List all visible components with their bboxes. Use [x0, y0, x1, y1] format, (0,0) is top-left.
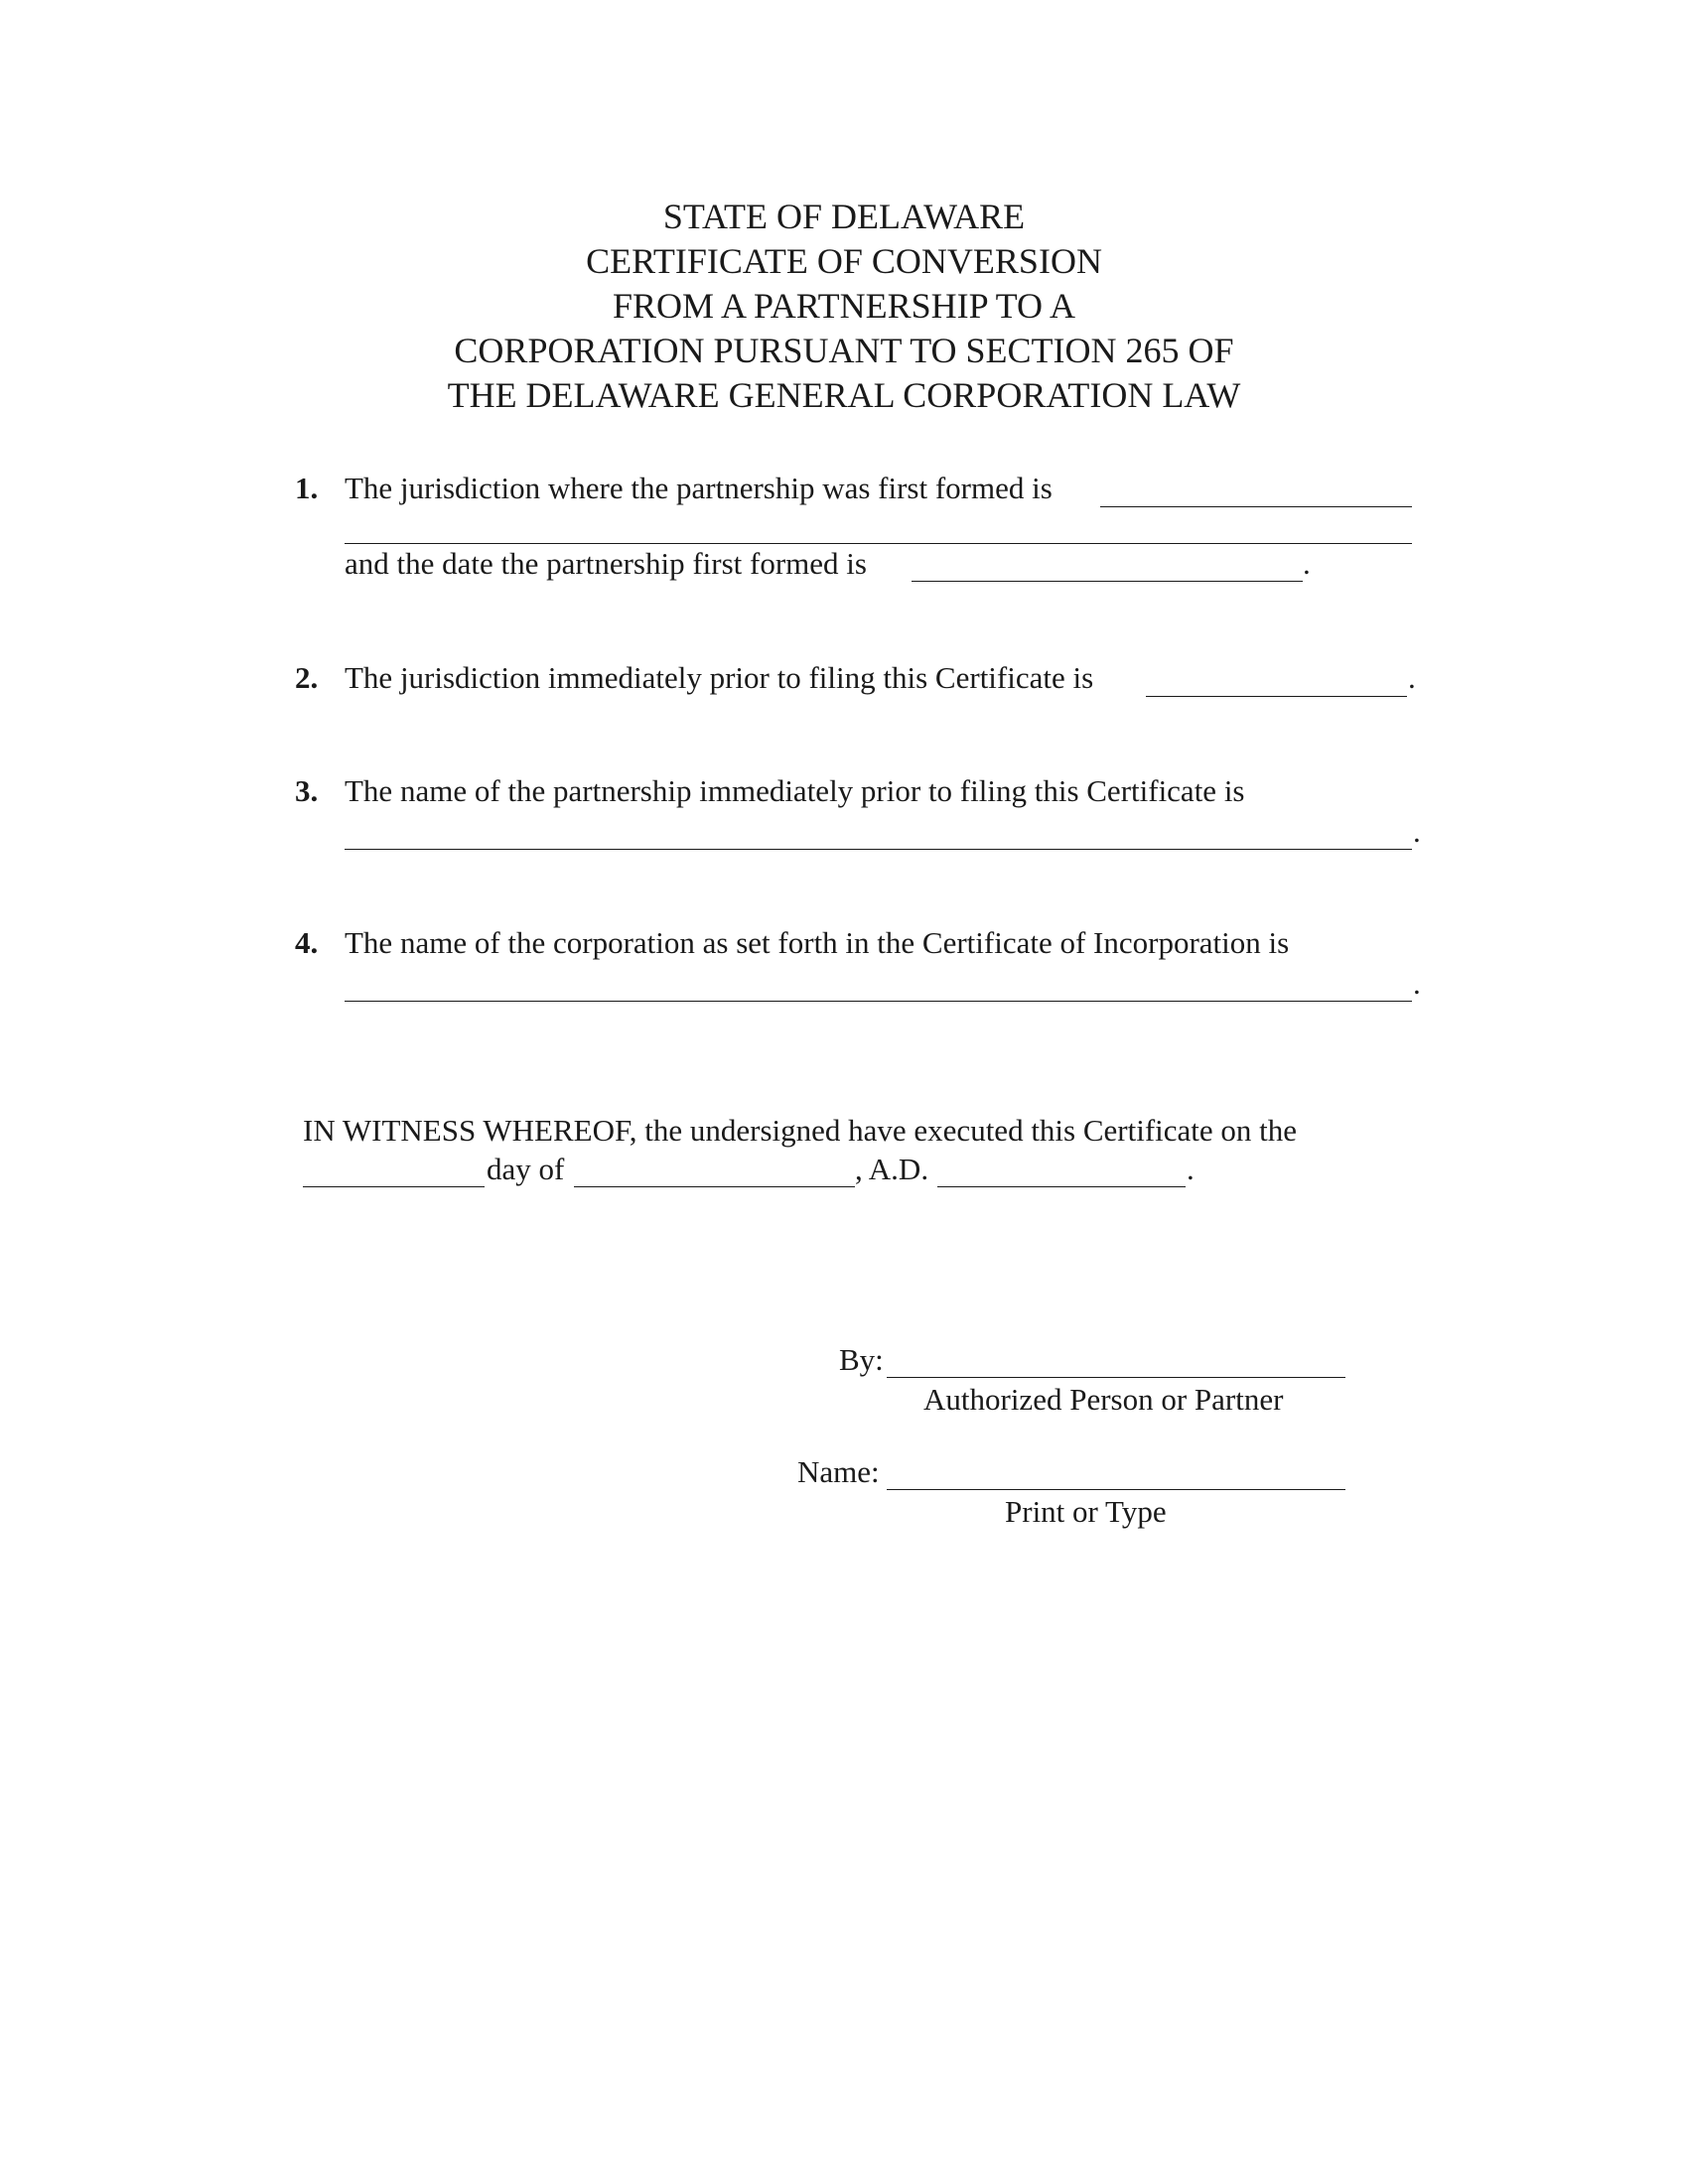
item-4-corporation-name-field[interactable] — [345, 1001, 1412, 1002]
item-2-number: 2. — [295, 660, 319, 695]
witness-month-field[interactable] — [574, 1186, 855, 1187]
item-3-period: . — [1413, 814, 1421, 849]
witness-day-of-label: day of — [487, 1152, 565, 1186]
witness-clause: IN WITNESS WHEREOF, the undersigned have executed this Certificate on the — [303, 1113, 1298, 1148]
name-caption: Print or Type — [1005, 1494, 1167, 1529]
item-1-jurisdiction-field[interactable] — [1100, 506, 1412, 507]
title-line: CORPORATION PURSUANT TO SECTION 265 OF — [454, 331, 1234, 370]
witness-ad-label: , A.D. — [855, 1152, 929, 1186]
item-4-text: The name of the corporation as set forth in the Certificate of Incorporation is — [345, 925, 1290, 960]
document-title — [0, 195, 1688, 418]
item-2-jurisdiction-field[interactable] — [1146, 696, 1407, 697]
item-2-period: . — [1408, 660, 1416, 695]
title-line: THE DELAWARE GENERAL CORPORATION LAW — [447, 375, 1241, 415]
item-1-date-field[interactable] — [912, 581, 1303, 582]
item-3-text: The name of the partnership immediately prior to filing this Certificate is — [345, 773, 1245, 808]
item-3-partnership-name-field[interactable] — [345, 849, 1412, 850]
name-field[interactable] — [887, 1489, 1345, 1490]
item-3-number: 3. — [295, 773, 319, 808]
item-1-continuation-text: and the date the partnership first formed is — [345, 546, 867, 581]
name-label: Name: — [797, 1454, 880, 1489]
item-4-period: . — [1413, 966, 1421, 1001]
signature-by-label: By: — [839, 1342, 884, 1377]
signature-caption: Authorized Person or Partner — [923, 1382, 1284, 1417]
title-line: STATE OF DELAWARE — [662, 197, 1026, 236]
item-1-text: The jurisdiction where the partnership was first formed is — [345, 471, 1053, 505]
item-1-number: 1. — [295, 471, 319, 505]
item-1-period: . — [1303, 546, 1311, 581]
title-line: CERTIFICATE OF CONVERSION — [586, 241, 1102, 281]
item-4-number: 4. — [295, 925, 319, 960]
witness-year-field[interactable] — [937, 1186, 1186, 1187]
witness-day-field[interactable] — [303, 1186, 485, 1187]
title-line: FROM A PARTNERSHIP TO A — [612, 286, 1075, 326]
signature-field[interactable] — [887, 1377, 1345, 1378]
item-2-text: The jurisdiction immediately prior to filing this Certificate is — [345, 660, 1094, 695]
witness-period: . — [1187, 1152, 1195, 1186]
